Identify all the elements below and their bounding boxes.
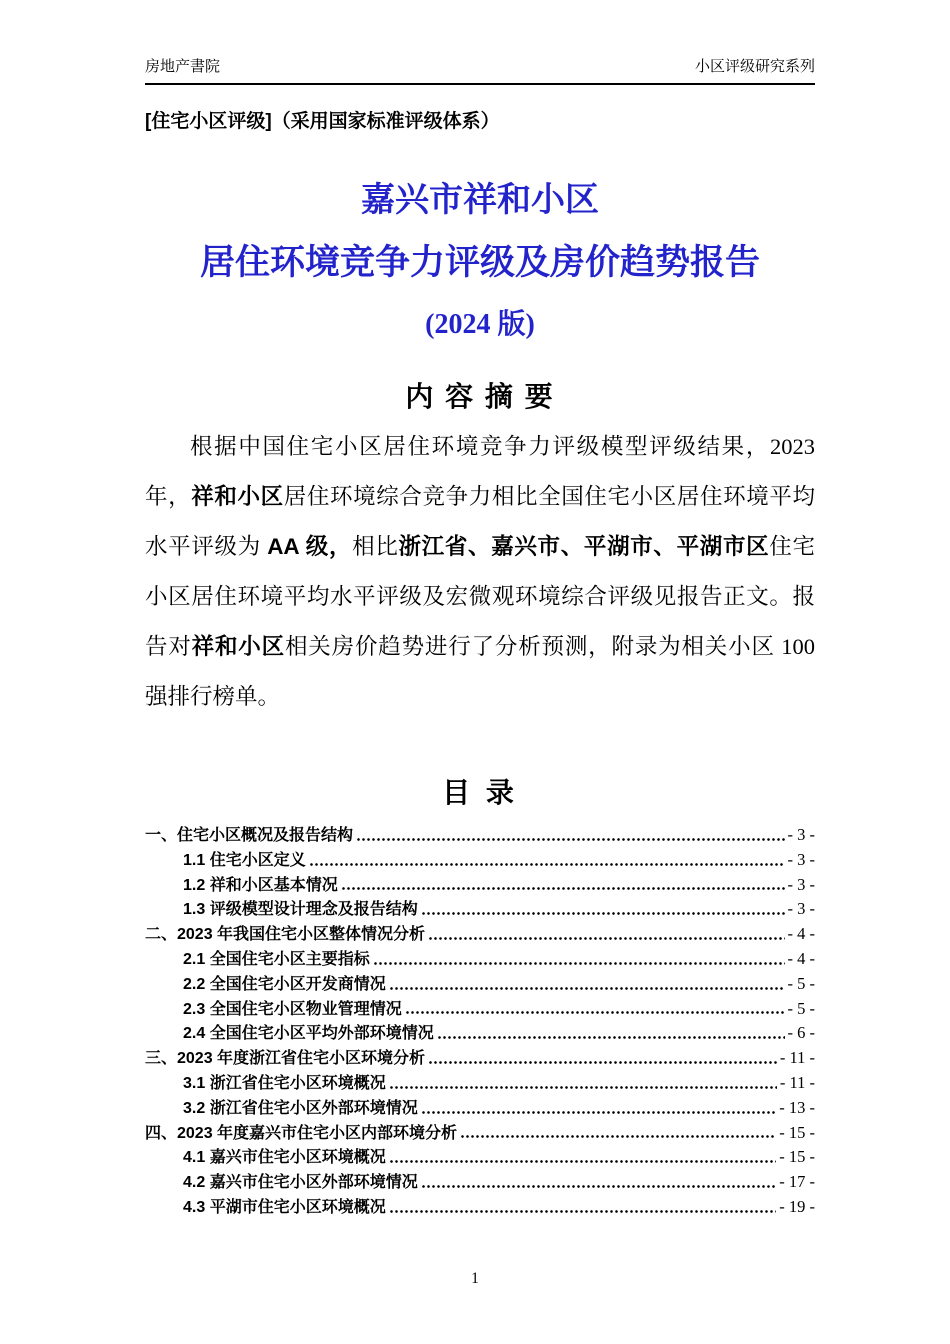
toc-entry-page: - 11 -: [779, 1072, 815, 1092]
toc-leader-dots: [356, 837, 784, 842]
toc-entry-page: - 15 -: [779, 1122, 815, 1142]
toc-entry[interactable]: [145, 872, 815, 897]
toc-entry-page: - 6 -: [787, 1023, 815, 1043]
summary-segment-bold: 祥和小区: [191, 634, 285, 659]
toc-entry[interactable]: [145, 946, 815, 971]
toc-entry[interactable]: [145, 1020, 815, 1045]
page-number: 1: [471, 1270, 479, 1287]
toc-entry-page: - 4 -: [787, 948, 815, 968]
toc-entry-page: - 5 -: [787, 998, 815, 1018]
summary-segment: 居住环境综合竞争力相比全国住宅小区居住环境平均水平评级为: [145, 484, 815, 559]
toc-leader-dots: [421, 1110, 777, 1115]
toc-entry-label: 4.2 嘉兴市住宅小区外部环境情况: [183, 1174, 418, 1192]
toc-entry-label: 三、2023 年度浙江省住宅小区环境分析: [145, 1050, 426, 1068]
toc-leader-dots: [373, 961, 785, 966]
report-title-line2: 居住环境竞争力评级及房价趋势报告: [199, 243, 760, 282]
toc-leader-dots: [421, 911, 785, 916]
toc-leader-dots: [421, 1184, 777, 1189]
toc-entry-label: 3.2 浙江省住宅小区外部环境情况: [183, 1099, 418, 1117]
toc-entry-page: - 3 -: [787, 825, 815, 844]
toc-entry-page: - 13 -: [779, 1097, 815, 1117]
summary-segment-bold: 祥和小区: [191, 484, 284, 509]
toc-entry[interactable]: [145, 1144, 815, 1169]
toc-entry[interactable]: [145, 847, 815, 872]
toc-entry[interactable]: [145, 1045, 815, 1070]
toc-entry[interactable]: [145, 1194, 815, 1219]
toc-entry[interactable]: [145, 1070, 815, 1095]
summary-segment: 住宅小区居住环境平均水平评级及宏微观环境综合评级见报告正文。报告对: [145, 534, 815, 659]
summary-paragraph: [145, 422, 815, 722]
toc-list: [145, 822, 815, 1219]
toc-leader-dots: [437, 1035, 785, 1040]
toc-entry[interactable]: [145, 996, 815, 1021]
running-header: [145, 58, 815, 85]
toc-leader-dots: [309, 862, 785, 867]
summary-heading: 内 容 摘 要: [405, 381, 555, 412]
toc-entry-label: 1.1 住宅小区定义: [183, 851, 306, 869]
toc-entry-label: 2.2 全国住宅小区开发商情况: [183, 975, 386, 993]
toc-entry-label: 1.2 祥和小区基本情况: [183, 876, 338, 894]
summary-segment-bold: 浙江省、嘉兴市、平湖市、平湖市区: [398, 534, 770, 559]
toc-entry[interactable]: [145, 1095, 815, 1120]
summary-segment-bold: AA 级，: [267, 534, 353, 559]
toc-entry[interactable]: [145, 822, 815, 847]
toc-leader-dots: [405, 1010, 785, 1015]
toc-entry[interactable]: [145, 896, 815, 921]
toc-entry[interactable]: [145, 1120, 815, 1145]
toc-leader-dots: [341, 886, 785, 891]
toc-entry-label: 2.4 全国住宅小区平均外部环境情况: [183, 1025, 434, 1043]
toc-entry[interactable]: [145, 921, 815, 946]
series-label: [住宅小区评级]（采用国家标准评级体系）: [145, 111, 500, 132]
toc-entry-label: 一、住宅小区概况及报告结构: [145, 827, 354, 844]
toc-entry-page: - 17 -: [779, 1172, 815, 1192]
toc-entry-page: - 15 -: [779, 1147, 815, 1167]
toc-entry-label: 4.1 嘉兴市住宅小区环境概况: [183, 1149, 386, 1167]
toc-entry-label: 3.1 浙江省住宅小区环境概况: [183, 1074, 386, 1092]
toc-leader-dots: [389, 1085, 777, 1090]
toc-entry-label: 2.3 全国住宅小区物业管理情况: [183, 1000, 402, 1018]
summary-segment: 相比: [352, 534, 399, 559]
toc-entry-page: - 5 -: [787, 973, 815, 993]
toc-leader-dots: [389, 1159, 777, 1164]
toc-entry-label: 二、2023 年我国住宅小区整体情况分析: [145, 926, 426, 944]
toc-entry-page: - 3 -: [787, 874, 815, 894]
toc-entry-label: 1.3 评级模型设计理念及报告结构: [183, 901, 418, 919]
toc-entry-label: 2.1 全国住宅小区主要指标: [183, 950, 370, 968]
report-edition: (2024 版): [425, 309, 535, 340]
toc-heading: 目 录: [442, 777, 518, 808]
toc-leader-dots: [460, 1134, 776, 1139]
toc-leader-dots: [389, 986, 785, 991]
toc-entry[interactable]: [145, 1169, 815, 1194]
toc-leader-dots: [389, 1209, 777, 1214]
toc-entry-page: - 19 -: [779, 1196, 815, 1216]
toc-entry-page: - 11 -: [779, 1048, 815, 1068]
summary-segment: 相关房价趋势进行了分析预测，附录为相关小区 100 强排行榜单。: [145, 634, 815, 709]
header-left-text: 房地产書院: [145, 58, 221, 75]
toc-entry-page: - 3 -: [787, 899, 815, 919]
header-right-text: 小区评级研究系列: [694, 58, 815, 75]
toc-entry-page: - 3 -: [787, 849, 815, 869]
summary-segment: 根据中国住宅小区居住环境竞争力评级模型评级结果，2023 年，: [145, 434, 815, 509]
toc-leader-dots: [428, 936, 784, 941]
toc-entry[interactable]: [145, 971, 815, 996]
toc-entry-page: - 4 -: [787, 924, 815, 944]
toc-entry-label: 4.3 平湖市住宅小区环境概况: [183, 1198, 386, 1216]
toc-leader-dots: [428, 1060, 777, 1065]
toc-entry-label: 四、2023 年度嘉兴市住宅小区内部环境分析: [145, 1124, 458, 1142]
report-title-line1: 嘉兴市祥和小区: [361, 182, 599, 219]
